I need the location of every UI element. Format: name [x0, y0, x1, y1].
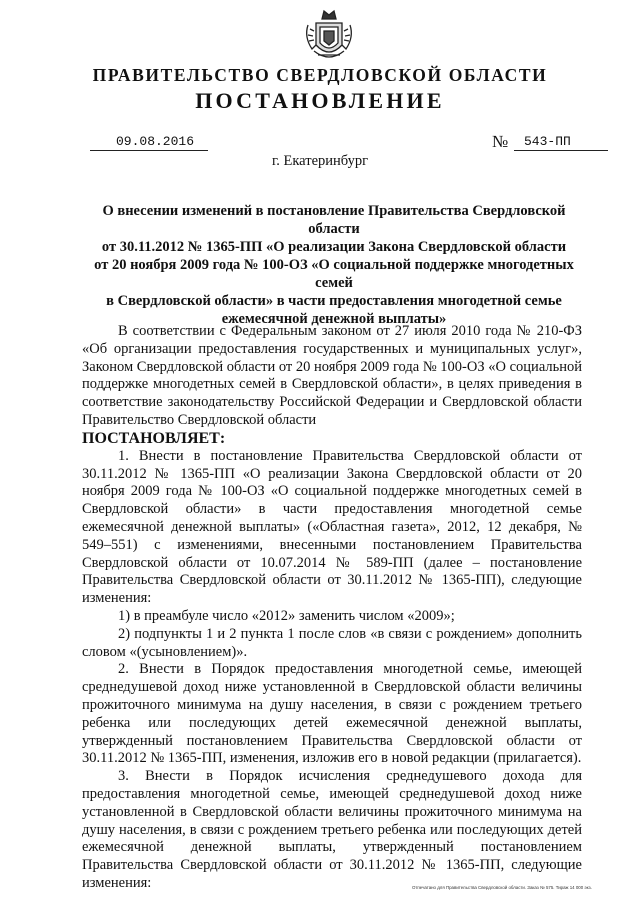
item-1-subitem-2: 2) подпункты 1 и 2 пункта 1 после слов «в связи с рождением» дополнить словом «(усыновлением)». [82, 625, 582, 660]
document-type: ПОСТАНОВЛЕНИЕ [195, 88, 445, 113]
resolves-heading: ПОСТАНОВЛЯЕТ: [82, 429, 226, 447]
number-sign: № [492, 132, 509, 151]
title-line: от 30.11.2012 № 1365-ПП «О реализации Закона Свердловской области [101, 239, 567, 255]
city: г. Екатеринбург [271, 153, 369, 169]
title-line: ежемесячной денежной выплаты» [221, 311, 447, 327]
preamble-paragraph: В соответствии с Федеральным законом от 27 июля 2010 года № 210-ФЗ «Об организации предоставления государственных и муниципальных услуг», Законом Свердловской области от 20 ноября 2009 года № 100-ОЗ «О социальной поддержке многодетных семей в Свердловской области», в целях приведения в соответствие законодательству Российской Федерации и Свердловской области Правительство Свердловской области [82, 323, 582, 428]
item-1-subitem-1: 1) в преамбуле число «2012» заменить числом «2009»; [118, 607, 455, 624]
document-title [84, 202, 584, 328]
coat-of-arms-emblem [302, 5, 356, 65]
item-3-paragraph: 3. Внести в Порядок исчисления среднедушевого дохода для предоставления многодетной семье, имеющей среднедушевой доход ниже установленной в Свердловской области величины прожиточного минимума на душу населения, в связи с рождением третьего ребенка или последующих детей ежемесячной денежной выплаты, утвержденный постановлением Правительства Свердловской области от 30.11.2012 № 1365-ПП, следующие изменения: [82, 768, 582, 891]
title-line: в Свердловской области» в части предоставления многодетной семье [106, 293, 562, 309]
government-name: ПРАВИТЕЛЬСТВО СВЕРДЛОВСКОЙ ОБЛАСТИ [92, 65, 548, 85]
document-body [82, 323, 582, 893]
item-1-paragraph: 1. Внести в постановление Правительства Свердловской области от 30.11.2012 № 1365-ПП «О реализации Закона Свердловской области от 20 ноября 2009 года № 100-ОЗ «О социальной поддержке многодетных семей в Свердловской области» в части предоставления многодетной семье ежемесячной денежной выплаты» («Областная газета», 2012, 12 декабря, № 549–551) с изменениями, внесенными постановлением Правительства Свердловской области от 10.07.2014 № 589-ПП (далее – постановление Правительства Свердловской области от 30.11.2012 № 1365-ПП), следующие изменения: [82, 447, 582, 607]
decree-date: 09.08.2016 [90, 134, 208, 151]
print-note: Отпечатано для Правительства Свердловской области. Заказ № 575. Тираж 14 000 экз. [412, 885, 592, 890]
title-line: О внесении изменений в постановление Правительства Свердловской области [102, 203, 566, 237]
decree-number: 543-ПП [514, 134, 608, 151]
item-2-paragraph: 2. Внести в Порядок предоставления многодетной семье, имеющей среднедушевой доход ниже установленной в Свердловской области величины прожиточного минимума на душу населения, в связи с рождением третьего ребенка или последующих детей ежемесячной денежной выплаты, утвержденный постановлением Правительства Свердловской области от 30.11.2012 № 1365-ПП, изменения, изложив его в новой редакции (прилагается). [82, 661, 582, 767]
title-line: от 20 ноября 2009 года № 100-ОЗ «О социальной поддержке многодетных семей [94, 257, 574, 291]
